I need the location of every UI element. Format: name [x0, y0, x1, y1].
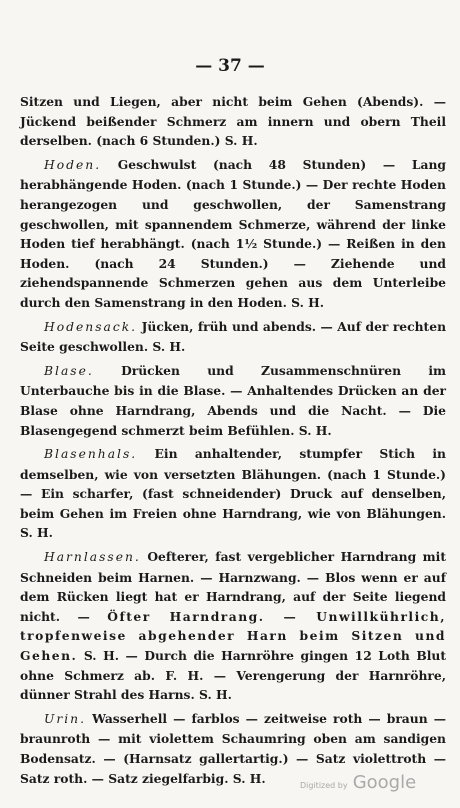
paragraph-text: Geschwulst (nach 48 Stunden) — Lang herabhängende Hoden. (nach 1 Stunde.) — Der rechte Hoden herangezogen und geschwollen, der Samenstrang geschwollen, mit spannendem Schmerze, während der linke Hoden tief herabhängt. (nach 1½ Stunde.) — Reißen in den Hoden. (nach 24 Stunden.) — Ziehende und ziehendspannende Schmerzen gehen aus dem Unterleibe durch den Samenstrang in den Hoden. S. H.	[20, 156, 446, 310]
entry-term: Harnlassen.	[44, 550, 141, 565]
entry-term: Hoden.	[44, 157, 102, 172]
paragraph-text: Oefterer, fast vergeblicher Harndrang mit Schneiden beim Harnen. — Harnzwang. — Blos wenn er auf dem Rücken liegt hat er Harndrang, auf der Seite liegend nicht. —	[20, 549, 447, 624]
paragraph-text: Wasserhell — farblos — zeitweise roth — braun — braunroth — mit violettem Schaumring oben am sandigen Bodensatz. — (Harnsatz gallertartig.) — Satz violettroth — Satz roth. — Satz ziegelfarbig. S. H.	[20, 710, 447, 786]
paragraph-blase	[20, 361, 446, 440]
paragraph-text: Jücken, früh und abends. — Auf der rechten Seite geschwollen. S. H.	[20, 318, 447, 355]
entry-term: Urin.	[44, 711, 87, 726]
spaced-quote: Öfter Harndrang. — Unwillkührlich, tropfenweise abgehender Harn beim Sitzen und Gehen.	[20, 608, 446, 664]
entry-term: Blase.	[44, 363, 94, 378]
page-number: — 37 —	[195, 56, 265, 76]
paragraph-harnlassen	[20, 547, 446, 705]
paragraph-blasenhals	[20, 444, 446, 543]
digitized-watermark	[300, 772, 416, 793]
paragraph-continuation	[20, 92, 446, 151]
watermark-prefix: Digitized by	[300, 781, 348, 790]
paragraph-text-continued: S. H. — Durch die Harnröhre gingen 12 Loth Blut ohne Schmerz ab. F. H. — Verengerung der Harnröhre, dünner Strahl des Harns. S. H.	[20, 648, 447, 703]
paragraph-text: Drücken und Zusammenschnüren im Unterbauche bis in die Blase. — Anhaltendes Drücken an der Blase ohne Harndrang, Abends und die Nacht. — Die Blasengegend schmerzt beim Befühlen. S. H.	[20, 362, 446, 438]
paragraph-hodensack	[20, 317, 446, 357]
entry-term: Blasenhals.	[44, 447, 138, 462]
google-logo: Google	[352, 772, 417, 793]
paragraph-hoden	[20, 155, 446, 313]
paragraph-text: Sitzen und Liegen, aber nicht beim Gehen (Abends). — Jückend beißender Schmerz am innern und obern Theil derselben. (nach 6 Stunden.) S. H.	[20, 94, 446, 149]
paragraph-text: Ein anhaltender, stumpfer Stich in demselben, wie von versetzten Blähungen. (nach 1 Stunde.) — Ein scharfer, (fast schneidender) Druck auf denselben, beim Gehen im Freien ohne Harndrang, wie von Blähungen. S. H.	[20, 446, 446, 541]
entry-term: Hodensack.	[44, 319, 138, 334]
body-text	[20, 92, 446, 792]
